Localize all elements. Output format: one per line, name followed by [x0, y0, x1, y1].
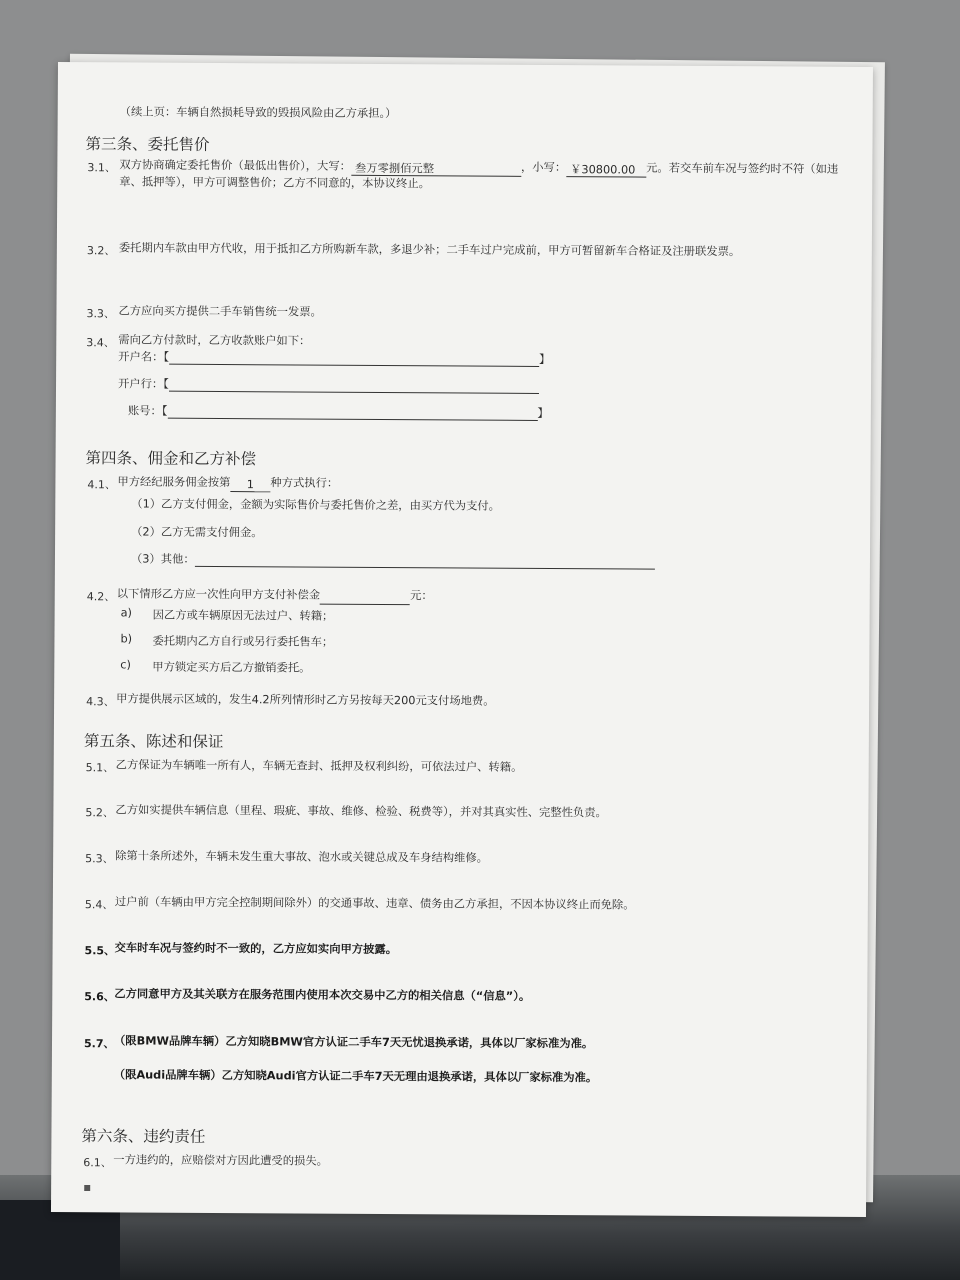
- clause-5-4: 过户前（车辆由甲方完全控制期间除外）的交通事故、违章、债务由乙方承担，不因本协议终止而免除。: [114, 895, 635, 912]
- clause-4-2-c: 甲方锁定买方后乙方撤销委托。: [152, 660, 311, 675]
- clause-4-2-number: 4.2、: [86, 590, 116, 604]
- clause-3-3-number: 3.3、: [86, 307, 116, 321]
- commission-option-2: （2）乙方无需支付佣金。: [131, 525, 263, 540]
- commission-option-3: [131, 550, 655, 569]
- commission-option-3-label: （3）其他：: [130, 552, 195, 566]
- clause-4-2-c-label: c): [120, 658, 131, 672]
- bank-input[interactable]: [169, 377, 539, 394]
- clause-4-2: [117, 586, 837, 607]
- commission-method-choice: 1: [246, 477, 255, 491]
- compensation-amount-input[interactable]: [320, 589, 410, 605]
- clause-4-1: [117, 474, 837, 495]
- commission-other-input[interactable]: [195, 552, 655, 570]
- clause-3-1-text-b: ，小写：: [520, 160, 567, 175]
- section-3-heading: 第三条、委托售价: [85, 135, 210, 154]
- clause-3-2-number: 3.2、: [86, 244, 116, 258]
- clause-4-2-text-a: 以下情形乙方应一次性向甲方支付补偿金: [116, 587, 321, 602]
- clause-3-2: 委托期内车款由甲方代收，用于抵扣乙方所购新车款，多退少补；二手车过户完成前，甲方可暂留新车合格证及注册联发票。: [118, 241, 741, 259]
- account-number-close: 】: [537, 406, 549, 421]
- amount-figure: ￥30800.00: [570, 162, 636, 177]
- clause-4-2-b: 委托期内乙方自行或另行委托售车；: [152, 634, 334, 649]
- clause-5-3-number: 5.3、: [85, 852, 114, 866]
- clause-4-1-text-a: 甲方经纪服务佣金按第: [117, 475, 231, 490]
- commission-option-1: （1）乙方支付佣金，金额为实际售价与委托售价之差，由买方代为支付。: [131, 497, 501, 513]
- carryover-line: （续上页：车辆自然损耗导致的毁损风险由乙方承担。）: [119, 105, 397, 121]
- amount-figure-field: [566, 162, 646, 177]
- clause-3-3: 乙方应向买方提供二手车销售统一发票。: [118, 304, 322, 319]
- clause-5-5-number: 5.5、: [84, 944, 116, 958]
- stray-mark: ▪: [83, 1180, 92, 1195]
- clause-4-1-text-b: 种方式执行：: [270, 476, 339, 490]
- clause-4-2-text-b: 元：: [410, 589, 433, 603]
- clause-3-4-number: 3.4、: [86, 336, 115, 350]
- clause-5-2-number: 5.2、: [85, 806, 114, 820]
- clause-6-1-number: 6.1、: [83, 1156, 112, 1170]
- account-name-row: [118, 348, 550, 367]
- account-number-label: 账号：【: [127, 404, 168, 418]
- clause-5-6: 乙方同意甲方及其关联方在服务范围内使用本次交易中乙方的相关信息（“信息”）。: [114, 987, 531, 1003]
- clause-4-2-b-label: b): [120, 632, 133, 646]
- account-name-close: 】: [538, 352, 551, 367]
- clause-5-1-number: 5.1、: [85, 761, 115, 775]
- bank-row: [118, 375, 539, 394]
- clause-4-1-number: 4.1、: [87, 478, 116, 492]
- commission-method-field: [230, 477, 270, 492]
- contract-page: [51, 62, 873, 1217]
- section-6-heading: 第六条、违约责任: [81, 1127, 206, 1146]
- account-name-input[interactable]: [169, 350, 539, 367]
- clause-5-5: 交车时车况与签约时不一致的，乙方应如实向甲方披露。: [114, 941, 398, 957]
- clause-3-1-number: 3.1、: [87, 161, 116, 175]
- clause-4-2-a-label: a): [120, 606, 133, 620]
- bank-label: 开户行：【: [117, 377, 169, 391]
- amount-words: 叁万零捌佰元整: [354, 161, 435, 175]
- clause-3-1-text-c: 若交车前车况与签约时不符（如违章、抵押等），甲方可调整售价；乙方不同意的，本协议终止。: [119, 161, 839, 190]
- account-name-label: 开户名：【: [118, 350, 170, 364]
- clause-5-7-audi: （限Audi品牌车辆）乙方知晓Audi官方认证二手车7天无理由退换承诺，具体以厂家标准为准。: [113, 1068, 598, 1085]
- clause-5-1: 乙方保证为车辆唯一所有人，车辆无查封、抵押及权利纠纷，可依法过户、转籍。: [115, 758, 523, 774]
- clause-5-6-number: 5.6、: [84, 990, 115, 1004]
- clause-4-3: 甲方提供展示区域的，发生4.2所列情形时乙方另按每天200元支付场地费。: [116, 692, 495, 708]
- clause-5-2: 乙方如实提供车辆信息（里程、瑕疵、事故、维修、检验、税费等），并对其真实性、完整性负责。: [115, 803, 607, 820]
- account-number-input[interactable]: [167, 404, 537, 421]
- clause-3-1: [119, 157, 839, 194]
- account-number-row: [128, 402, 549, 421]
- amount-words-field: [351, 160, 521, 176]
- clause-3-4: 需向乙方付款时，乙方收款账户如下：: [118, 333, 311, 348]
- amount-unit: 元。: [646, 161, 669, 175]
- clause-6-1: 一方违约的，应赔偿对方因此遭受的损失。: [113, 1153, 328, 1168]
- section-5-heading: 第五条、陈述和保证: [83, 732, 224, 752]
- section-4-heading: 第四条、佣金和乙方补偿: [85, 449, 257, 469]
- clause-5-7-number: 5.7、: [83, 1037, 115, 1051]
- clause-4-3-number: 4.3、: [86, 695, 115, 709]
- clause-5-3: 除第十条所述外，车辆未发生重大事故、泡水或关键总成及车身结构维修。: [115, 849, 488, 865]
- clause-4-2-a: 因乙方或车辆原因无法过户、转籍；: [152, 608, 334, 623]
- clause-5-7-bmw: （限BMW品牌车辆）乙方知晓BMW官方认证二手车7天无忧退换承诺，具体以厂家标准为准。: [113, 1034, 594, 1051]
- clause-3-1-text-a: 双方协商确定委托售价（最低出售价），大写：: [119, 158, 352, 173]
- clause-5-4-number: 5.4、: [84, 898, 114, 912]
